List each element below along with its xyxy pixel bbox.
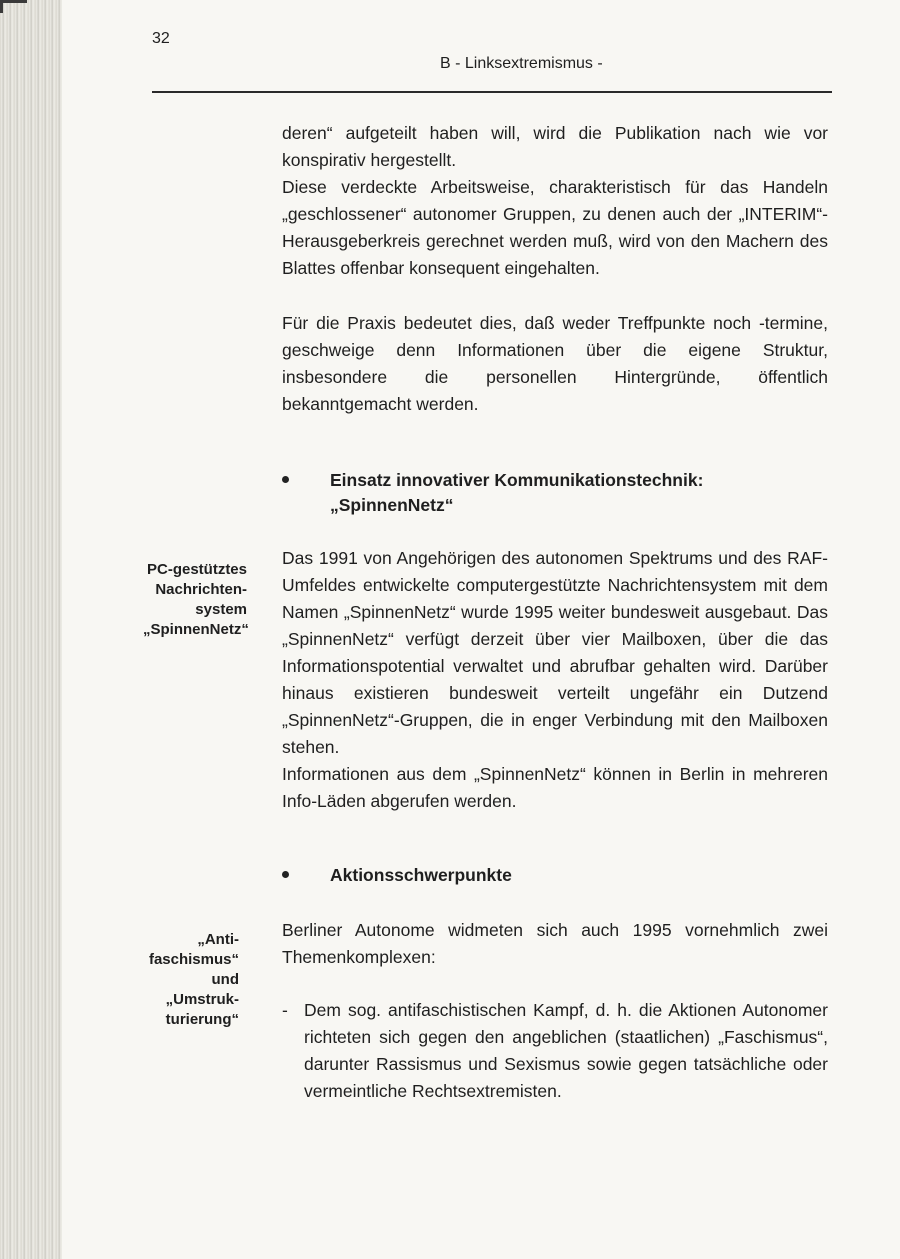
section-heading-line-1: Einsatz innovativer Kommunikationstechnik: xyxy=(330,470,704,490)
bullet-icon xyxy=(282,871,289,878)
paragraph-spinnennetz: Das 1991 von Angehörigen des autonomen Spektrums und des RAF-Umfeldes entwickelte computergestützte Nachrichtensystem mit dem Namen „SpinnenNetz“ wurde 1995 weiter bundesweit ausgebaut. Das „SpinnenNetz“ verfügt derzeit über vier Mailboxen, über die das Informationspotential verwaltet und abrufbar gehalten wird. Darüber hinaus existieren bundesweit verteilt ungefähr ein Dutzend „SpinnenNetz“-Gruppen, die in enger Verbindung mit den Mailboxen stehen. xyxy=(282,548,828,757)
running-head: B - Linksextremismus - xyxy=(440,55,603,72)
section-heading-line-2: „SpinnenNetz“ xyxy=(330,495,454,515)
paragraph-themenkomplexe: Berliner Autonome widmeten sich auch 1995 vornehmlich zwei Themenkomplexen: xyxy=(282,920,828,967)
page-number: 32 xyxy=(152,30,170,47)
page-corner-mark xyxy=(0,0,27,13)
margin-note-pc-system: PC-gestütztes Nachrichten-system „SpinnenNetz“ xyxy=(143,561,249,638)
paragraph-intro: deren“ aufgeteilt haben will, wird die Publikation nach wie vor konspirativ hergestellt. xyxy=(282,123,828,170)
section-heading-aktionsschwerpunkte xyxy=(282,863,512,888)
list-item xyxy=(282,997,828,1105)
paragraph-info-laeden: Informationen aus dem „SpinnenNetz“ können in Berlin in mehreren Info-Läden abgerufen werden. xyxy=(282,764,828,811)
section-heading-text: Aktionsschwerpunkte xyxy=(330,865,512,885)
list-item-text: Dem sog. antifaschistischen Kampf, d. h. die Aktionen Autonomer richteten sich gegen den angeblichen (staatlichen) „Faschismus“, darunter Rassismus und Sexismus sowie gegen tatsächliche oder vermeintliche Rechtsextremisten. xyxy=(304,1000,828,1101)
list-dash: - xyxy=(282,1000,288,1020)
margin-note-antifaschismus: „Anti-faschismus“ und „Umstruk-turierung“ xyxy=(148,931,239,1028)
paragraph-practice: Für die Praxis bedeutet dies, daß weder Treffpunkte noch -termine, geschweige denn Informationen über die eigene Struktur, insbesondere die personellen Hintergründe, öffentlich bekanntgemacht werden. xyxy=(282,313,828,414)
header-rule xyxy=(152,91,832,93)
section-heading-spinnennetz xyxy=(282,468,703,518)
book-binding-edge xyxy=(0,0,62,1259)
paragraph-working-method: Diese verdeckte Arbeitsweise, charakteristisch für das Handeln „geschlossener“ autonomer Gruppen, zu denen auch der „INTERIM“-Herausgeberkreis gerechnet werden muß, wird von den Machern des Blattes offenbar konsequent eingehalten. xyxy=(282,177,828,278)
bullet-icon xyxy=(282,476,289,483)
